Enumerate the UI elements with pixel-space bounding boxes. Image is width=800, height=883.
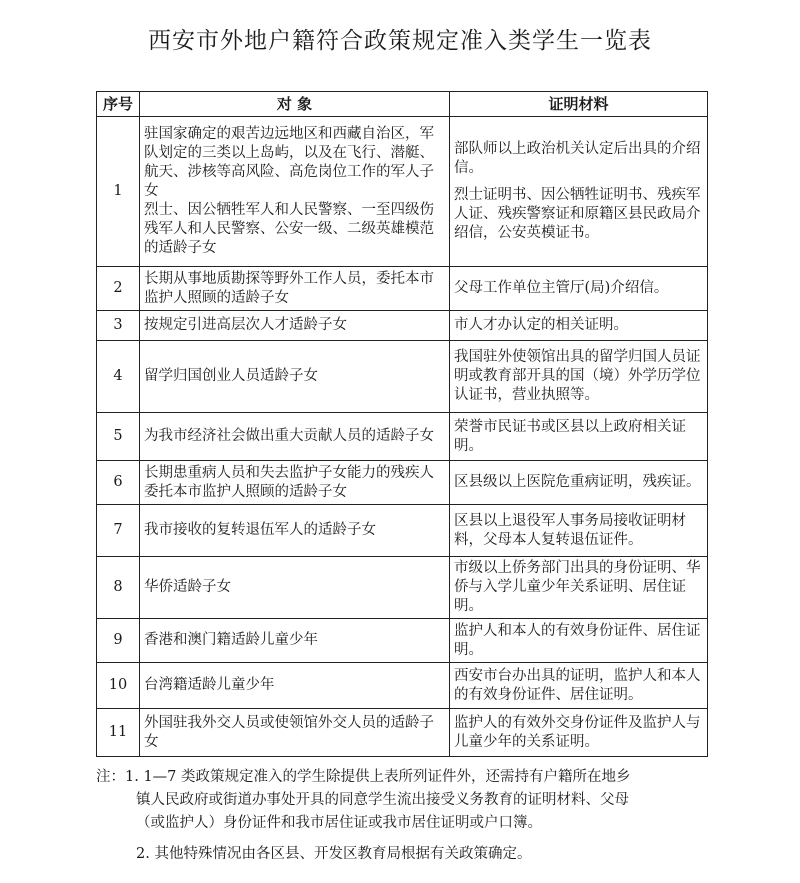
table-row — [97, 709, 708, 757]
row-index: 2 — [97, 267, 140, 311]
table-row — [97, 461, 708, 505]
row-index: 9 — [97, 619, 140, 663]
row-object: 台湾籍适龄儿童少年 — [140, 663, 450, 709]
row-certificate: 市级以上侨务部门出具的身份证明、华侨与入学儿童少年关系证明、居住证明。 — [450, 557, 708, 619]
header-index: 序号 — [97, 92, 140, 117]
footnote-line: 镇人民政府或街道办事处开具的同意学生流出接受义务教育的证明材料、父母 — [136, 792, 629, 808]
row-certificate — [450, 117, 708, 267]
row-certificate: 我国驻外使领馆出具的留学归国人员证明或教育部开具的国（境）外学历学位认证书，营业执照等。 — [450, 341, 708, 413]
header-object: 对 象 — [140, 92, 450, 117]
footnote-line: （或监护人）身份证件和我市居住证或我市居住证明或户口簿。 — [136, 815, 542, 831]
table-row — [97, 557, 708, 619]
table-row — [97, 413, 708, 461]
row-object: 长期从事地质勘探等野外工作人员，委托本市监护人照顾的适龄子女 — [140, 267, 450, 311]
row-index: 6 — [97, 461, 140, 505]
table-row — [97, 341, 708, 413]
row-object: 外国驻我外交人员或使领馆外交人员的适龄子女 — [140, 709, 450, 757]
row-certificate: 监护人和本人的有效身份证件、居住证明。 — [450, 619, 708, 663]
row-index: 3 — [97, 311, 140, 341]
header-certificate: 证明材料 — [450, 92, 708, 117]
row-index: 8 — [97, 557, 140, 619]
row-certificate: 西安市台办出具的证明，监护人和本人的有效身份证件、居住证明。 — [450, 663, 708, 709]
page-title: 西安市外地户籍符合政策规定准入类学生一览表 — [148, 28, 652, 54]
row-certificate: 荣誉市民证书或区县以上政府相关证明。 — [450, 413, 708, 461]
row-certificate: 市人才办认定的相关证明。 — [450, 311, 708, 341]
row-object: 长期患重病人员和失去监护子女能力的残疾人委托本市监护人照顾的适龄子女 — [140, 461, 450, 505]
policy-table — [96, 91, 708, 757]
table-header-row — [97, 92, 708, 117]
row-object: 华侨适龄子女 — [140, 557, 450, 619]
object-line: 驻国家确定的艰苦边远地区和西藏自治区，军队划定的三类以上岛屿，以及在飞行、潜艇、航天、涉核等高风险、高危岗位工作的军人子女 — [144, 126, 434, 199]
row-index: 1 — [97, 117, 140, 267]
row-object: 按规定引进高层次人才适龄子女 — [140, 311, 450, 341]
row-certificate: 区县以上退役军人事务局接收证明材料，父母本人复转退伍证件。 — [450, 505, 708, 557]
certificate-line: 烈士证明书、因公牺牲证明书、残疾军人证、残疾警察证和原籍区县民政局介绍信，公安英模证书。 — [454, 187, 701, 241]
footnote-line: 注：1. 1—7 类政策规定准入的学生除提供上表所列证件外，还需持有户籍所在地乡 — [96, 769, 631, 785]
table-row — [97, 311, 708, 341]
row-object: 为我市经济社会做出重大贡献人员的适龄子女 — [140, 413, 450, 461]
row-object: 我市接收的复转退伍军人的适龄子女 — [140, 505, 450, 557]
footnote-line: 2. 其他特殊情况由各区县、开发区教育局根据有关政策确定。 — [136, 846, 532, 862]
footnote — [96, 766, 716, 866]
row-certificate: 父母工作单位主管厅(局)介绍信。 — [450, 267, 708, 311]
row-index: 4 — [97, 341, 140, 413]
row-object: 留学归国创业人员适龄子女 — [140, 341, 450, 413]
table-row — [97, 505, 708, 557]
certificate-line: 部队师以上政治机关认定后出具的介绍信。 — [454, 141, 701, 176]
row-index: 10 — [97, 663, 140, 709]
row-object — [140, 117, 450, 267]
row-index: 11 — [97, 709, 140, 757]
table-row — [97, 117, 708, 267]
table-row — [97, 619, 708, 663]
object-line: 烈士、因公牺牲军人和人民警察、一至四级伤残军人和人民警察、公安一级、二级英雄模范的适龄子女 — [144, 202, 434, 256]
table-row — [97, 663, 708, 709]
row-object: 香港和澳门籍适龄儿童少年 — [140, 619, 450, 663]
table-row — [97, 267, 708, 311]
row-index: 5 — [97, 413, 140, 461]
row-index: 7 — [97, 505, 140, 557]
row-certificate: 监护人的有效外交身份证件及监护人与儿童少年的关系证明。 — [450, 709, 708, 757]
row-certificate: 区县级以上医院危重病证明，残疾证。 — [450, 461, 708, 505]
